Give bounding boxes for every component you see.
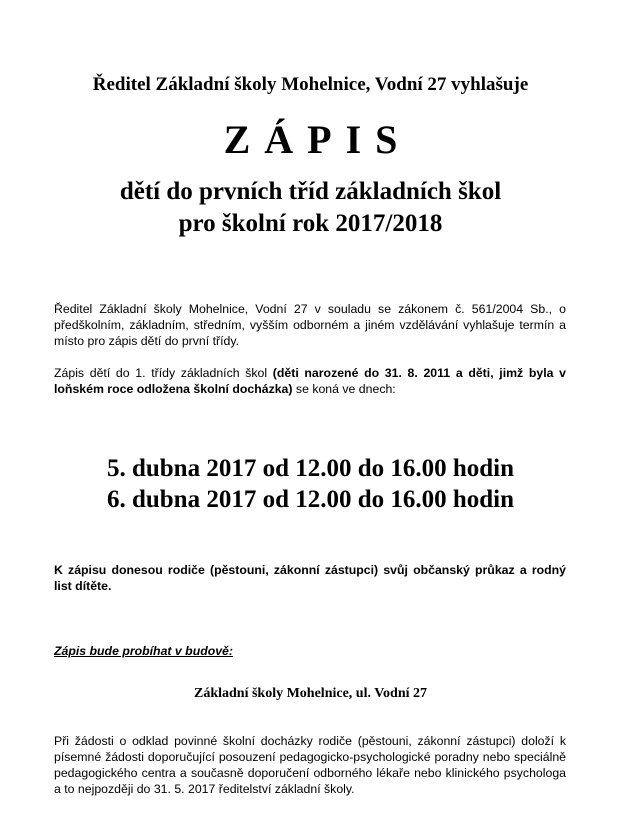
enrollment-dates xyxy=(0,453,621,515)
header-announcement: Ředitel Základní školy Mohelnice, Vodní 27 vyhlašuje xyxy=(92,74,529,95)
intro-paragraph: Ředitel Základní školy Mohelnice, Vodní 27 v souladu se zákonem č. 561/2004 Sb., o předškolním, základním, středním, vyšším odborném a jiném vzdělávání vyhlašuje termín a místo pro zápis dětí do první třídy. xyxy=(54,302,566,348)
subtitle-line-2: pro školní rok 2017/2018 xyxy=(178,210,443,237)
enrollment-text-bold: (děti narozené do 31. 8. 2011 a děti, jimž byla v loňském roce odložena školní docházka) xyxy=(54,366,566,396)
documents-paragraph: K zápisu donesou rodiče (pěstouni, zákonní zástupci) svůj občanský průkaz a rodný list dítěte. xyxy=(54,563,566,593)
deferral-paragraph: Při žádosti o odklad povinné školní docházky rodiče (pěstouni, zákonní zástupci) doloží k písemné žádosti doporučující posouzení pedagogicko-psychologické poradny nebo speciálně pedagogického centra a současně doporučení odborného lékaře nebo klinického psychologa a to nejpozději do 31. 5. 2017 ředitelství základní školy. xyxy=(54,734,566,796)
enrollment-text-start: Zápis dětí do 1. třídy základních škol xyxy=(54,366,273,380)
subtitle xyxy=(0,176,621,240)
page-title: ZÁPIS xyxy=(223,117,412,162)
enrollment-text-end: se koná ve dnech: xyxy=(292,382,396,396)
building-name: Základní školy Mohelnice, ul. Vodní 27 xyxy=(193,686,428,701)
enrollment-paragraph xyxy=(54,365,566,397)
subtitle-line-1: dětí do prvních tříd základních škol xyxy=(119,178,502,205)
building-heading: Zápis bude probíhat v budově: xyxy=(54,644,233,658)
date-line-1: 5. dubna 2017 od 12.00 do 16.00 hodin xyxy=(106,455,515,482)
date-line-2: 6. dubna 2017 od 12.00 do 16.00 hodin xyxy=(106,486,515,513)
